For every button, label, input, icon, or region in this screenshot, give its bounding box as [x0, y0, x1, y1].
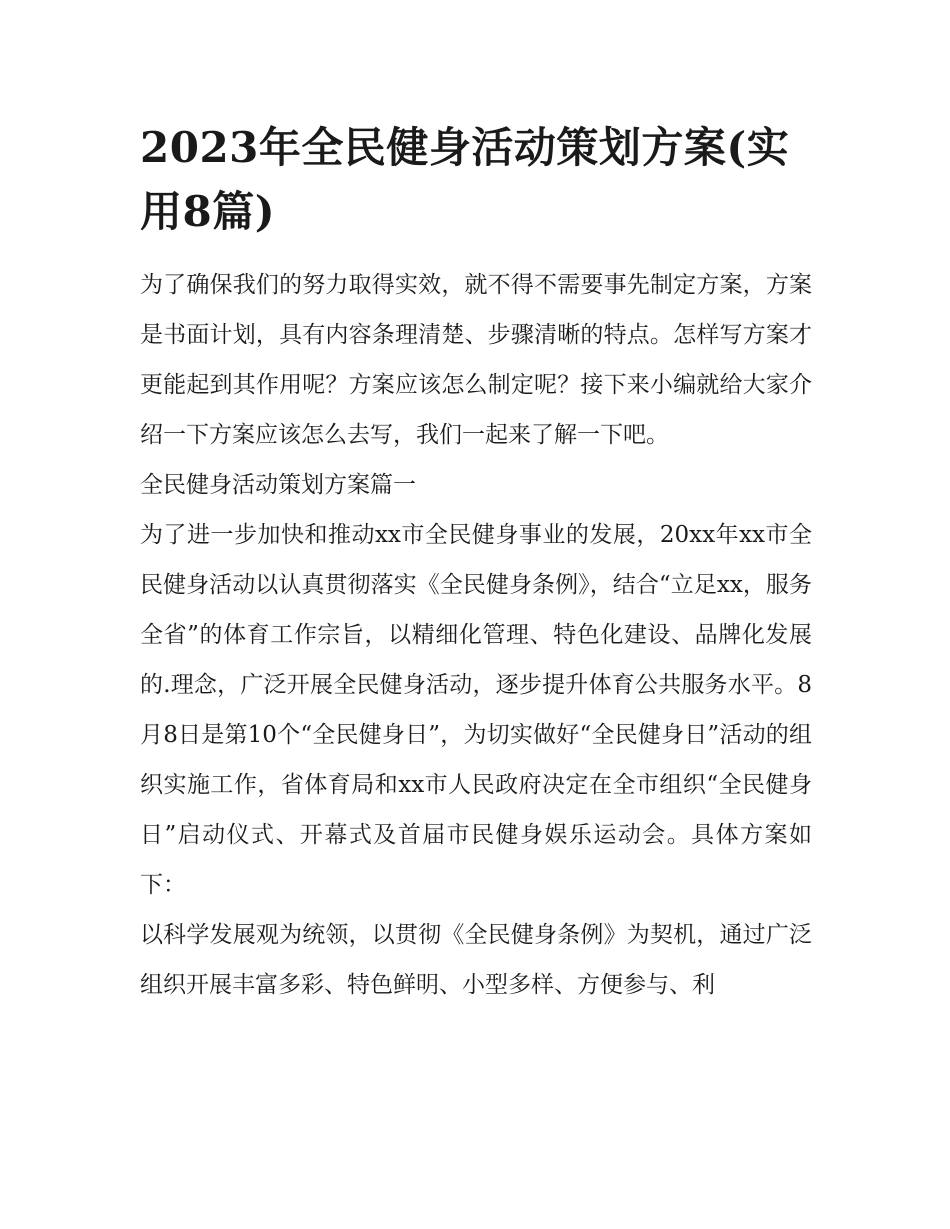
document-title: 2023年全民健身活动策划方案(实用8篇) [140, 123, 790, 236]
body-paragraph-2: 以科学发展观为统领，以贯彻《全民健身条例》为契机，通过广泛组织开展丰富多彩、特色鲜明、小型多样、方便参与、利 [140, 922, 812, 998]
body-paragraph-1: 为了进一步加快和推动xx市全民健身事业的发展，20xx年xx市全民健身活动以认真贯彻落实《全民健身条例》，结合“立足xx，服务全省”的体育工作宗旨，以精细化管理、特色化建设、品牌化发展的.理念，广泛开展全民健身活动，逐步提升体育公共服务水平。8月8日是第10个“全民健身日”，为切实做好“全民健身日”活动的组织实施工作，省体育局和xx市人民政府决定在全市组织“全民健身日”启动仪式、开幕式及首届市民健身娱乐运动会。具体方案如下： [140, 522, 812, 898]
section-heading: 全民健身活动策划方案篇一 [140, 472, 416, 498]
intro-paragraph: 为了确保我们的努力取得实效，就不得不需要事先制定方案，方案是书面计划，具有内容条理清楚、步骤清晰的特点。怎样写方案才更能起到其作用呢？方案应该怎么制定呢？接下来小编就给大家介绍一下方案应该怎么去写，我们一起来了解一下吧。 [140, 272, 812, 448]
document-page [140, 116, 812, 1010]
